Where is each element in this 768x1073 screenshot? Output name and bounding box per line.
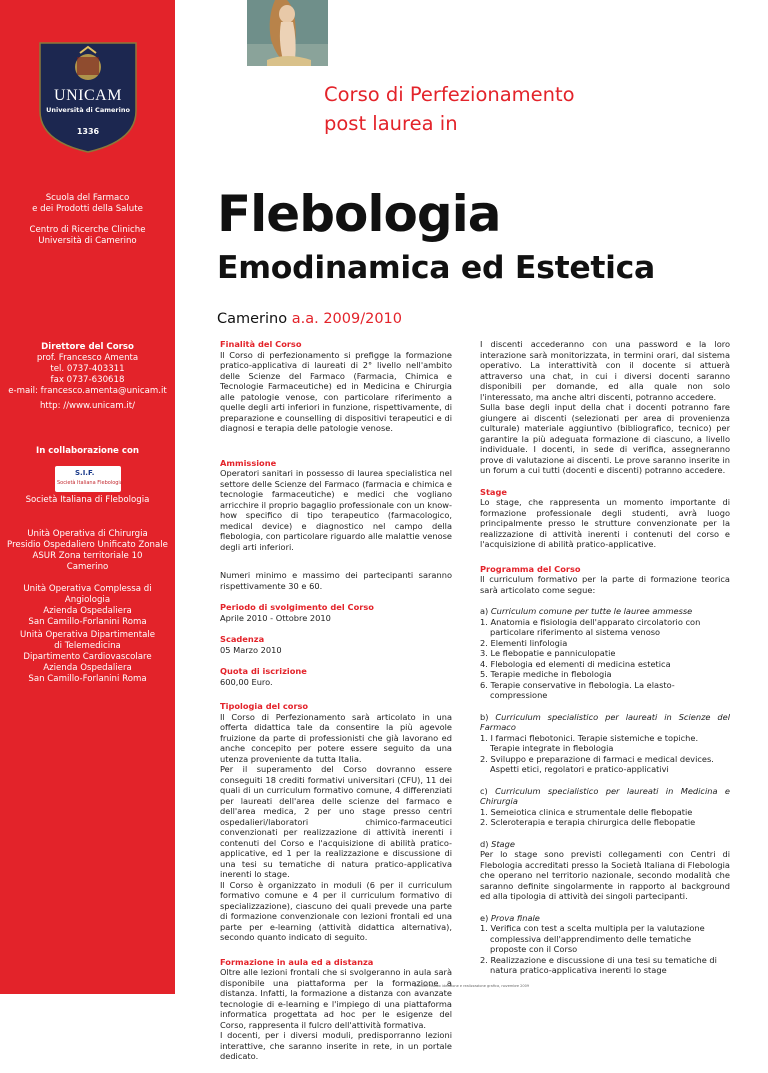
unit2-line-3: San Camillo-Forlanini Roma xyxy=(28,617,147,627)
section-periodo xyxy=(220,602,452,623)
unit3-line-4: Azienda Ospedaliera xyxy=(43,663,132,673)
unit1-line-2: Presidio Ospedaliero Unificato Zonale xyxy=(7,540,168,550)
curriculum-c-title-text: Curriculum specialistico per laureati in Medicina e Chirurgia xyxy=(480,785,730,806)
place: Camerino xyxy=(217,311,288,327)
curriculum-e-list xyxy=(480,923,730,976)
section-formazione xyxy=(220,957,452,1062)
sif-logo-full: Società Italiana Flebologia xyxy=(57,480,123,486)
ammissione-text: Operatori sanitari in possesso di laurea specialistica nel settore delle Scienze del Farmaco (farmacia e chimica e tecnologie farmaceutiche) e medici che vogliano arricchire il proprio bagaglio professionale con un know-how specifico di tipo terapeutico (farmacologico, medical device) e diagnostico nel campo della flebologia, con particolare riguardo alle malattie venose degli arti inferiori. xyxy=(220,468,452,552)
list-item: 1. Semeiotica clinica e strumentale delle flebopatie xyxy=(480,806,693,817)
tipologia-text-2: Per il superamento del Corso dovranno essere conseguiti 18 crediti formativi universitari (CFU), 11 dei quali di un curriculum formativo comune, 4 differenziati per laureati dell'area delle scienze del farmaco e dell'area medica, 2 per uno stage presso centri ospedalieri/laboratori chimico-farmaceutici convenzionati per realizzazione di attività inerenti i contenuti del Corso e l'acquisizione di abilità pratico-applicative, ed 1 per la realizzazione e discussione di una tesi su tematiche di natura pratico-applicativa inerenti lo stage. xyxy=(220,764,452,879)
list-item: 2. Scleroterapia e terapia chirurgica delle flebopatie xyxy=(480,817,696,827)
list-item: 5. Terapie mediche in flebologia xyxy=(480,669,612,679)
academic-year: a.a. 2009/2010 xyxy=(291,311,403,327)
quota-text: 600,00 Euro. xyxy=(220,676,273,687)
quota-heading: Quota di iscrizione xyxy=(220,666,307,676)
list-item: 2. Elementi linfologia xyxy=(480,637,568,648)
director-fax: fax 0737-630618 xyxy=(50,375,125,385)
tipologia-text-1: Il Corso di Perfezionamento sarà articolato in una offerta didattica tale da consentire la più agevole fruizione da parte di professionisti che già lavorano ed anche concepito per potere essere seguito da una utenza proveniente da tutta Italia. xyxy=(220,711,452,764)
footer-credit: UNICAM Ruolex ideazione e realizzazione grafica, novembre 2009 xyxy=(413,984,530,988)
formazione-text-2: I docenti, per i diversi moduli, predisporranno lezioni interattive, che saranno inserite in rete, in un portale dedicato. xyxy=(220,1030,452,1061)
curriculum-b-list xyxy=(480,733,730,775)
tipologia-text-3: Il Corso è organizzato in moduli (6 per il curriculum formativo comune e 4 per il curriculum formativo di specializzazione), ciascuno dei quali prevede una parte di formazione convenzionale con lezioni frontali ed una parte per e-learning (attività didattica alternativa), secondo quanto indicato di seguito. xyxy=(220,879,452,942)
school-line-2: e dei Prodotti della Salute xyxy=(32,204,143,214)
curriculum-b xyxy=(480,712,730,775)
curriculum-e-title-text: Prova finale xyxy=(490,912,540,923)
section-tipologia xyxy=(220,701,452,943)
page-subtitle: Emodinamica ed Estetica xyxy=(217,250,655,286)
logo-name: UNICAM xyxy=(54,87,122,104)
list-item: 1. Anatomia e fisiologia dell'apparato circolatorio con particolare riferimento al sistema venoso xyxy=(480,616,701,637)
stage-text: Lo stage, che rappresenta un momento importante di formazione professionale degli studenti, avrà luogo principalmente presso le strutture convenzionate per la realizzazione di attività inerenti i contenuti del corso e l'acquisizione di abilità pratico-applicative. xyxy=(480,497,730,549)
list-item: 2. Realizzazione e discussione di una tesi su tematiche di natura pratico-applicativa inerenti lo stage xyxy=(480,954,717,975)
curriculum-c xyxy=(480,786,730,828)
unit1-line-3: ASUR Zona territoriale 10 xyxy=(32,551,143,561)
scadenza-text: 05 Marzo 2010 xyxy=(220,644,282,655)
programma-heading: Programma del Corso xyxy=(480,563,581,574)
unit3-line-3: Dipartimento Cardiovascolare xyxy=(23,652,152,662)
collaboration-block xyxy=(0,446,175,457)
left-column xyxy=(220,339,452,1073)
section-intro xyxy=(480,339,730,476)
sidebar xyxy=(0,0,175,994)
director-name: prof. Francesco Amenta xyxy=(36,353,139,363)
section-finalita xyxy=(220,339,452,434)
curriculum-a-title-text: Curriculum comune per tutte le lauree ammesse xyxy=(490,606,693,616)
place-year xyxy=(217,311,402,327)
periodo-heading: Periodo di svolgimento del Corso xyxy=(220,602,374,612)
unit1-line-1: Unità Operativa di Chirurgia xyxy=(27,529,148,539)
unit2-line-2: Azienda Ospedaliera xyxy=(43,606,132,616)
center-line-2: Università di Camerino xyxy=(38,236,137,246)
finalita-heading: Finalità del Corso xyxy=(220,339,302,349)
section-programma xyxy=(480,564,730,596)
unit3-line-5: San Camillo-Forlanini Roma xyxy=(28,674,147,684)
curriculum-a-prefix: a) xyxy=(480,606,491,616)
course-line-2: post laurea in xyxy=(324,112,458,135)
unit1-block xyxy=(0,529,175,573)
director-heading: Direttore del Corso xyxy=(41,342,134,352)
url-block xyxy=(0,401,175,412)
course-heading xyxy=(324,80,575,138)
unit3-block xyxy=(0,630,175,685)
curriculum-d-title xyxy=(480,839,730,850)
tipologia-heading: Tipologia del corso xyxy=(220,701,309,711)
stage-heading: Stage xyxy=(480,486,507,497)
unit2-line-1: Unità Operativa Complessa di Angiologia xyxy=(23,584,152,605)
list-item: 1. Verifica con test a scelta multipla per la valutazione complessiva dell'apprendimento delle tematiche proposte con il Corso xyxy=(480,923,705,954)
intro-text-1: I discenti accederanno con una password e la loro interazione sarà monitorizzata, in termini orari, dal sistema operativo. La interattività con il docente si attuerà attraverso una chat, in cui i diversi docenti saranno disponibili per domande, ed alla quale non solo l'interessato, ma anche altri discenti, potranno accedere. xyxy=(480,339,730,402)
list-item: 6. Terapie conservative in flebologia. La elasto-compressione xyxy=(480,679,675,700)
curriculum-b-title-text: Curriculum specialistico per laureati in Scienze del Farmaco xyxy=(480,711,730,732)
curriculum-e-prefix: e) xyxy=(480,912,491,923)
numero-text: Numeri minimo e massimo dei partecipanti saranno rispettivamente 30 e 60. xyxy=(220,570,452,591)
sif-logo xyxy=(55,466,121,492)
website-link[interactable]: http: //www.unicam.it/ xyxy=(39,401,136,411)
curriculum-a-title xyxy=(480,606,730,617)
section-quota xyxy=(220,666,452,687)
periodo-text: Aprile 2010 - Ottobre 2010 xyxy=(220,612,331,623)
venus-image xyxy=(247,0,328,66)
school-line-1: Scuola del Farmaco xyxy=(45,193,130,203)
list-item: 1. I farmaci flebotonici. Terapie sistemiche e topiche. Terapie integrate in flebologia xyxy=(480,732,699,753)
center-block xyxy=(0,225,175,247)
finalita-text: Il Corso di perfezionamento si prefigge la formazione pratico-applicativa di laureati di 2° livello nell'ambito delle Scienze del Farmaco (Farmacia, Chimica e Tecnologie Farmaceutiche) ed in Medicina e Chirurgia alle patologie venose, con particolare riferimento a quelle degli arti inferiori in funzione, rispettivamente, di preparazione e counselling di dispositivi terapeutici e di diagnosi e terapia delle patologie venose. xyxy=(220,349,452,433)
curriculum-d xyxy=(480,839,730,902)
school-block xyxy=(0,193,175,215)
curriculum-c-title xyxy=(480,786,730,807)
curriculum-a-list xyxy=(480,617,730,701)
right-column xyxy=(480,339,730,987)
curriculum-b-title xyxy=(480,712,730,733)
curriculum-e xyxy=(480,913,730,976)
unit2-block xyxy=(0,584,175,628)
sif-logo-abbr: S.I.F. xyxy=(75,469,95,477)
sif-name: Società Italiana di Flebologia xyxy=(25,495,150,505)
course-line-1: Corso di Perfezionamento xyxy=(324,83,575,106)
formazione-text-1: Oltre alle lezioni frontali che si svolgeranno in aula sarà disponibile una piattaforma per la formazione a distanza. Infatti, la formazione a distanza con avanzate tecnologie di e-learning e l'impiego di una piattaforma informatica progettata ad hoc per le esigenze del Corso, rappresenta il fulcro dell'attività formativa. xyxy=(220,967,452,1030)
collaboration-heading: In collaborazione con xyxy=(36,446,139,456)
sif-block xyxy=(0,495,175,506)
list-item: 3. Le flebopatie e panniculopatie xyxy=(480,648,616,658)
programma-text: Il curriculum formativo per la parte di formazione teorica sarà articolato come segue: xyxy=(480,574,730,595)
page-title: Flebologia xyxy=(217,185,501,243)
curriculum-d-text: Per lo stage sono previsti collegamenti con Centri di Flebologia accreditati presso la Società Italiana di Flebologia che operano nel territorio nazionale, secondo modalità che saranno definite singolarmente in rapporto al background ed alla tipologia di attività dei singoli partecipanti. xyxy=(480,849,730,901)
curriculum-e-title xyxy=(480,913,730,924)
scadenza-heading: Scadenza xyxy=(220,634,265,644)
list-item: 4. Flebologia ed elementi di medicina estetica xyxy=(480,658,671,669)
unicam-logo xyxy=(36,39,140,154)
curriculum-d-title-text: Stage xyxy=(491,838,515,849)
curriculum-d-prefix: d) xyxy=(480,838,492,849)
curriculum-c-prefix: c) xyxy=(480,785,496,796)
unit3-line-2: di Telemedicina xyxy=(54,641,121,651)
ammissione-heading: Ammissione xyxy=(220,457,277,468)
center-line-1: Centro di Ricerche Cliniche xyxy=(29,225,146,235)
logo-year: 1336 xyxy=(76,127,100,136)
curriculum-b-prefix: b) xyxy=(480,711,496,722)
section-scadenza xyxy=(220,634,452,655)
curriculum-c-list xyxy=(480,807,730,828)
director-tel: tel. 0737-403311 xyxy=(50,364,125,374)
list-item: 2. Sviluppo e preparazione di farmaci e medical devices. Aspetti etici, regolatori e pratico-applicativi xyxy=(480,753,714,774)
unit1-line-4: Camerino xyxy=(66,562,109,572)
section-stage xyxy=(480,487,730,550)
unit3-line-1: Unità Operativa Dipartimentale xyxy=(19,630,156,640)
section-ammissione xyxy=(220,458,452,553)
section-numero xyxy=(220,570,452,591)
director-email[interactable]: e-mail: francesco.amenta@unicam.it xyxy=(8,386,167,396)
logo-university: Università di Camerino xyxy=(46,106,130,114)
intro-text-2: Sulla base degli input della chat i docenti potranno fare giungere ai discenti (selezionati per area di provenienza culturale) materiale aggiuntivo (bibliografico, tecnico) per garantire la più adeguata formazione di ciascuno, a livello individuale. I docenti, in sede di verifica, assegneranno prove di valutazione ai discenti. Le prove saranno inserite in un forum a cui tutti (docenti e discenti) potranno accedere. xyxy=(480,402,730,475)
curriculum-a xyxy=(480,606,730,701)
formazione-heading: Formazione in aula ed a distanza xyxy=(220,956,374,967)
director-block xyxy=(0,342,175,397)
